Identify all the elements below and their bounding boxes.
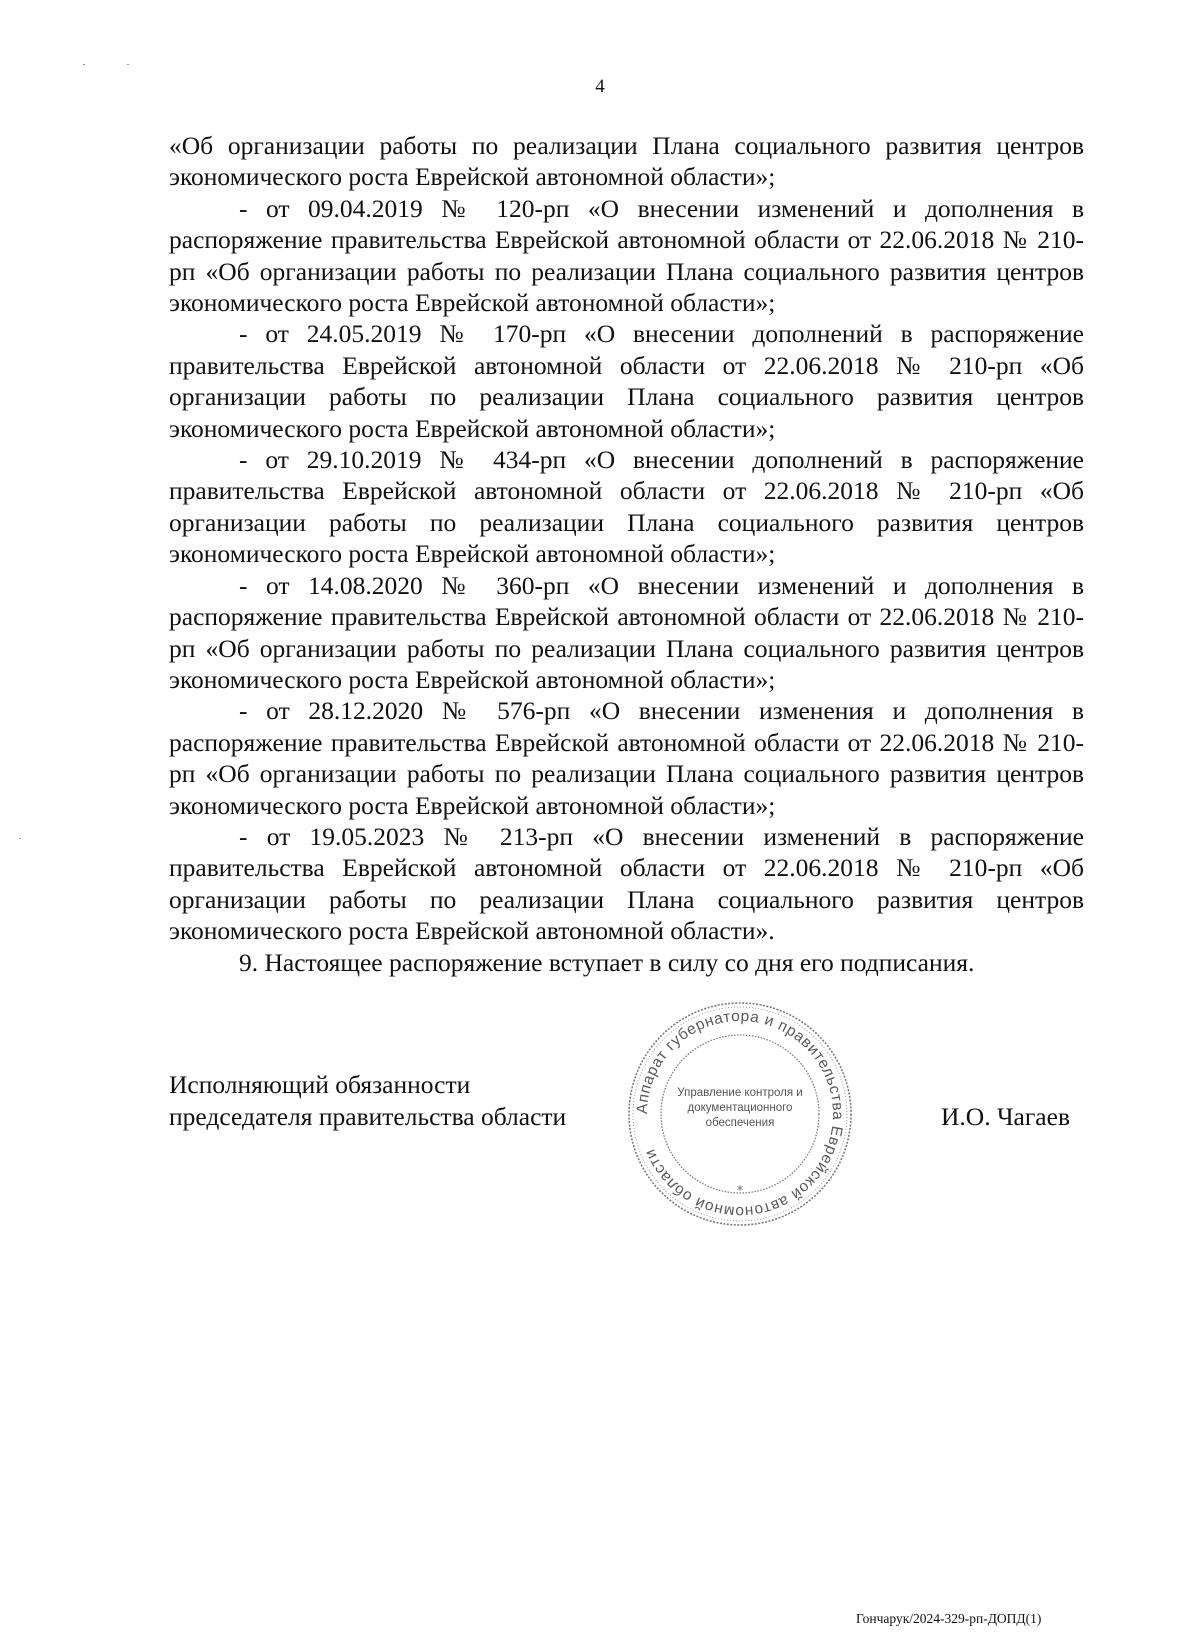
paragraph: - от 28.12.2020 № 576-рп «О внесении изменения и дополнения в распоряжение правительства Еврейской автономной области от 22.06.2018 № 210-рп «Об организации работы по реализации Плана социального развития центров экономического роста Еврейской автономной области»; — [169, 696, 1084, 820]
official-seal-stamp — [626, 1000, 854, 1228]
signatory-position-line: Исполняющий обязанности — [169, 1070, 471, 1099]
paragraph: «Об организации работы по реализации Плана социального развития центров экономического роста Еврейской автономной области»; — [169, 131, 1084, 192]
seal-star-icon: * — [736, 1184, 744, 1199]
seal-ring-textpath: Аппарат губернатора и правительства Еврейской автономной области — [633, 1007, 847, 1221]
seal-center-line: обеспечения — [705, 1117, 775, 1129]
paragraph: - от 14.08.2020 № 360-рп «О внесении изменений и дополнения в распоряжение правительства Еврейской автономной области от 22.06.2018 № 210-рп «Об организации работы по реализации Плана социального развития центров экономического роста Еврейской автономной области»; — [169, 570, 1084, 694]
scan-artifact — [19, 838, 21, 839]
paragraph: - от 29.10.2019 № 434-рп «О внесении дополнений в распоряжение правительства Еврейской автономной области от 22.06.2018 № 210-рп «Об организации работы по реализации Плана социального развития центров экономического роста Еврейской автономной области»; — [169, 445, 1084, 569]
seal-icon — [626, 1000, 854, 1228]
paragraph: - от 24.05.2019 № 170-рп «О внесении дополнений в распоряжение правительства Еврейской автономной области от 22.06.2018 № 210-рп «Об организации работы по реализации Плана социального развития центров экономического роста Еврейской автономной области»; — [169, 319, 1084, 443]
document-registration-code: Гончарук/2024-329-рп-ДОПД(1) — [856, 1611, 1042, 1626]
seal-center-line: Управление контроля и — [677, 1087, 803, 1099]
paragraph: - от 19.05.2023 № 213-рп «О внесении изменений в распоряжение правительства Еврейской автономной области от 22.06.2018 № 210-рп «Об организации работы по реализации Плана социального развития центров экономического роста Еврейской автономной области». — [169, 821, 1084, 946]
paragraph: 9. Настоящее распоряжение вступает в силу со дня его подписания. — [239, 947, 975, 977]
scan-artifact — [83, 64, 85, 65]
document-body — [169, 130, 1084, 978]
page-number: 4 — [595, 76, 605, 97]
seal-center-line: документационного — [687, 1102, 793, 1114]
signatory-position-line: председателя правительства области — [169, 1101, 567, 1131]
scan-artifact — [127, 64, 129, 65]
signatory-name: И.О. Чагаев — [941, 1102, 1070, 1131]
signatory-position — [169, 1069, 566, 1132]
paragraph: - от 09.04.2019 № 120-рп «О внесении изменений и дополнения в распоряжение правительства Еврейской автономной области от 22.06.2018 № 210-рп «Об организации работы по реализации Плана социального развития центров экономического роста Еврейской автономной области»; — [169, 193, 1084, 318]
